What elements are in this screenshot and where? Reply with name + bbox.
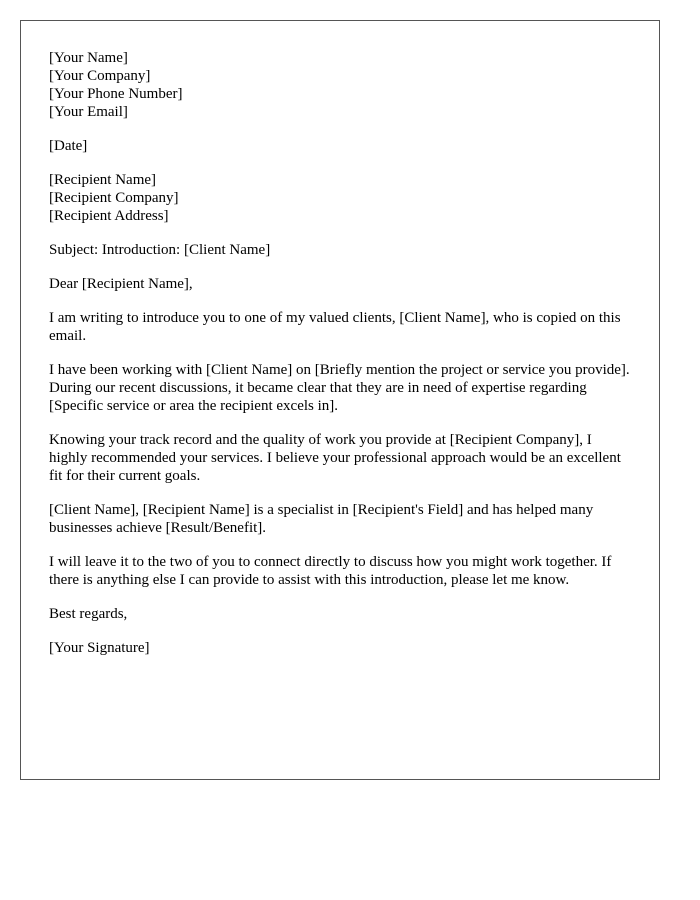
recipient-block	[49, 171, 631, 225]
sender-email: [Your Email]	[49, 104, 128, 120]
sender-name: [Your Name]	[49, 50, 128, 66]
sender-company: [Your Company]	[49, 68, 151, 84]
body-paragraph-4: [Client Name], [Recipient Name] is a specialist in [Recipient's Field] and has helped many businesses achieve [Result/Benefit].	[49, 502, 594, 536]
recipient-name: [Recipient Name]	[49, 172, 157, 188]
body-paragraph-1: I am writing to introduce you to one of my valued clients, [Client Name], who is copied on this email.	[49, 310, 621, 344]
subject-line: Subject: Introduction: [Client Name]	[49, 242, 271, 258]
recipient-company: [Recipient Company]	[49, 190, 179, 206]
date-line: [Date]	[49, 138, 88, 154]
signature: [Your Signature]	[49, 640, 150, 656]
body-paragraph-5: I will leave it to the two of you to connect directly to discuss how you might work together. If there is anything else I can provide to assist with this introduction, please let me know.	[49, 554, 612, 588]
sender-block	[49, 49, 631, 121]
letter-page	[20, 20, 660, 780]
salutation: Dear [Recipient Name],	[49, 276, 193, 292]
sender-phone: [Your Phone Number]	[49, 86, 183, 102]
body-paragraph-3: Knowing your track record and the quality of work you provide at [Recipient Company], I highly recommended your services. I believe your professional approach would be an excellent fit for their current goals.	[49, 432, 621, 484]
closing: Best regards,	[49, 606, 128, 622]
recipient-address: [Recipient Address]	[49, 208, 169, 224]
body-paragraph-2: I have been working with [Client Name] on [Briefly mention the project or service you provide]. During our recent discussions, it became clear that they are in need of expertise regarding [Specific service or area the recipient excels in].	[49, 362, 630, 414]
